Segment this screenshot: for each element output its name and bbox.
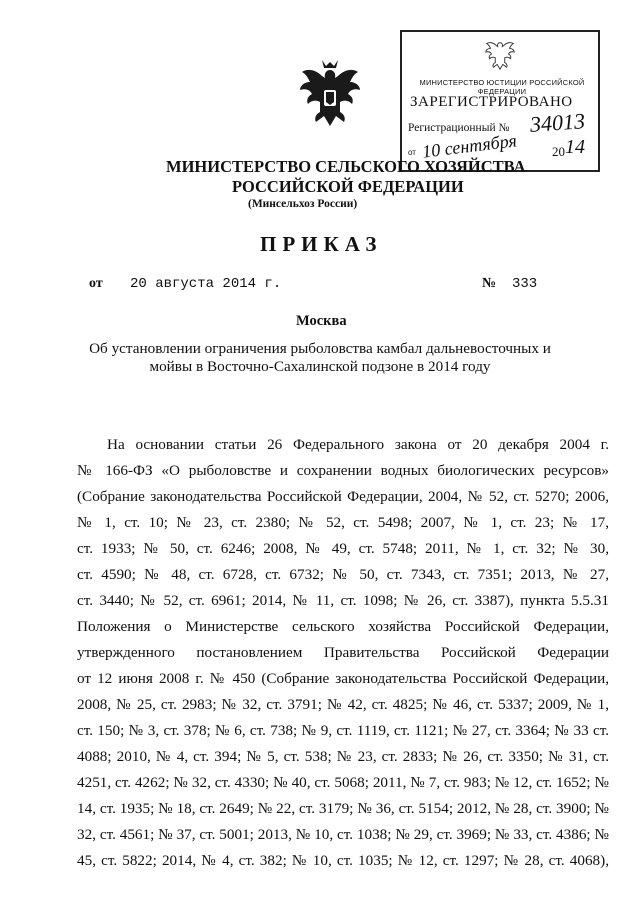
document-date: 20 августа 2014 г.	[130, 276, 282, 292]
document-number: 333	[512, 276, 538, 292]
ministry-short-name: (Минсельхоз России)	[248, 198, 358, 210]
body-line: 32, ст. 4561; № 37, ст. 5001; 2013, № 10, ст. 1038; № 29, ст. 3969; № 33, ст. 4386; №	[77, 826, 609, 843]
document-title-line2: мойвы в Восточно-Сахалинской подзоне в 2014 году	[149, 358, 491, 375]
stamp-ministry-text: МИНИСТЕРСТВО ЮСТИЦИИ РОССИЙСКОЙ ФЕДЕРАЦИИ	[419, 78, 585, 96]
body-line: ст. 1933; № 50, ст. 6246; 2008, № 49, ст. 5748; 2011, № 1, ст. 32; № 30,	[77, 540, 609, 557]
stamp-from-label: от	[408, 148, 416, 157]
ministry-name-line2: РОССИЙСКОЙ ФЕДЕРАЦИИ	[232, 177, 464, 196]
stamp-year-printed: 20	[552, 144, 565, 159]
body-line: ст. 3440; № 52, ст. 6961; 2014, № 11, ст. 1098; № 26, ст. 3387), пункта 5.5.31	[77, 592, 609, 609]
registration-stamp	[400, 30, 600, 172]
stamp-year-handwritten: 14	[565, 136, 585, 158]
body-line: ст. 4590; № 48, ст. 6728, ст. 6732; № 50, ст. 7343, ст. 7351; 2013, № 27,	[77, 566, 609, 583]
body-line: Положения о Министерстве сельского хозяйства Российской Федерации,	[77, 618, 609, 635]
date-label: от	[89, 276, 103, 291]
body-line: ст. 150; № 3, ст. 378; № 6, ст. 738; № 9, ст. 1119, ст. 1121; № 27, ст. 3364; № 33 ст.	[77, 722, 609, 739]
body-line: (Собрание законодательства Российской Федерации, 2004, № 52, ст. 5270; 2006,	[77, 488, 609, 505]
stamp-emblem-icon	[484, 36, 516, 72]
stamp-regnum-value: 34013	[529, 108, 586, 137]
stamp-status: ЗАРЕГИСТРИРОВАНО	[410, 94, 573, 110]
document-city: Москва	[296, 313, 347, 329]
body-line: 4251, ст. 4262; № 32, ст. 4330; № 40, ст. 5068; 2011, № 7, ст. 983; № 12, ст. 1652; №	[77, 774, 609, 791]
body-line: 2008, № 25, ст. 2983; № 32, ст. 3791; № 42, ст. 4825; № 46, ст. 5337; 2009, № 1,	[77, 696, 609, 713]
document-type-title: ПРИКАЗ	[260, 232, 383, 256]
document-title-line1: Об установлении ограничения рыболовства камбал дальневосточных и	[89, 340, 551, 357]
stamp-regnum-label: Регистрационный №	[408, 122, 510, 134]
body-line: № 1, ст. 10; № 23, ст. 2380; № 52, ст. 5498; 2007, № 1, ст. 23; № 17,	[77, 514, 609, 531]
body-line: На основании статьи 26 Федерального закона от 20 декабря 2004 г.	[107, 436, 609, 453]
stamp-date-handwritten: 10 сентября	[421, 130, 518, 162]
number-label: №	[482, 276, 497, 291]
body-line: от 12 июня 2008 г. № 450 (Собрание законодательства Российской Федерации,	[77, 670, 609, 687]
body-line: 14, ст. 1935; № 18, ст. 2649; № 22, ст. 3179; № 36, ст. 5154; 2012, № 28, ст. 3900; №	[77, 800, 609, 817]
body-line: 4088; 2010, № 4, ст. 394; № 5, ст. 538; № 23, ст. 2833; № 26, ст. 3350; № 31, ст.	[77, 748, 609, 765]
ministry-name-line1: МИНИСТЕРСТВО СЕЛЬСКОГО ХОЗЯЙСТВА	[166, 157, 526, 176]
body-line: утвержденного постановлением Правительства Российской Федерации	[77, 644, 609, 661]
coat-of-arms-emblem-icon	[298, 56, 362, 132]
body-line: 45, ст. 5822; 2014, № 4, ст. 382; № 10, ст. 1035; № 12, ст. 1297; № 28, ст. 4068),	[77, 852, 609, 869]
body-line: № 166-ФЗ «О рыболовстве и сохранении водных биологических ресурсов»	[77, 462, 609, 479]
